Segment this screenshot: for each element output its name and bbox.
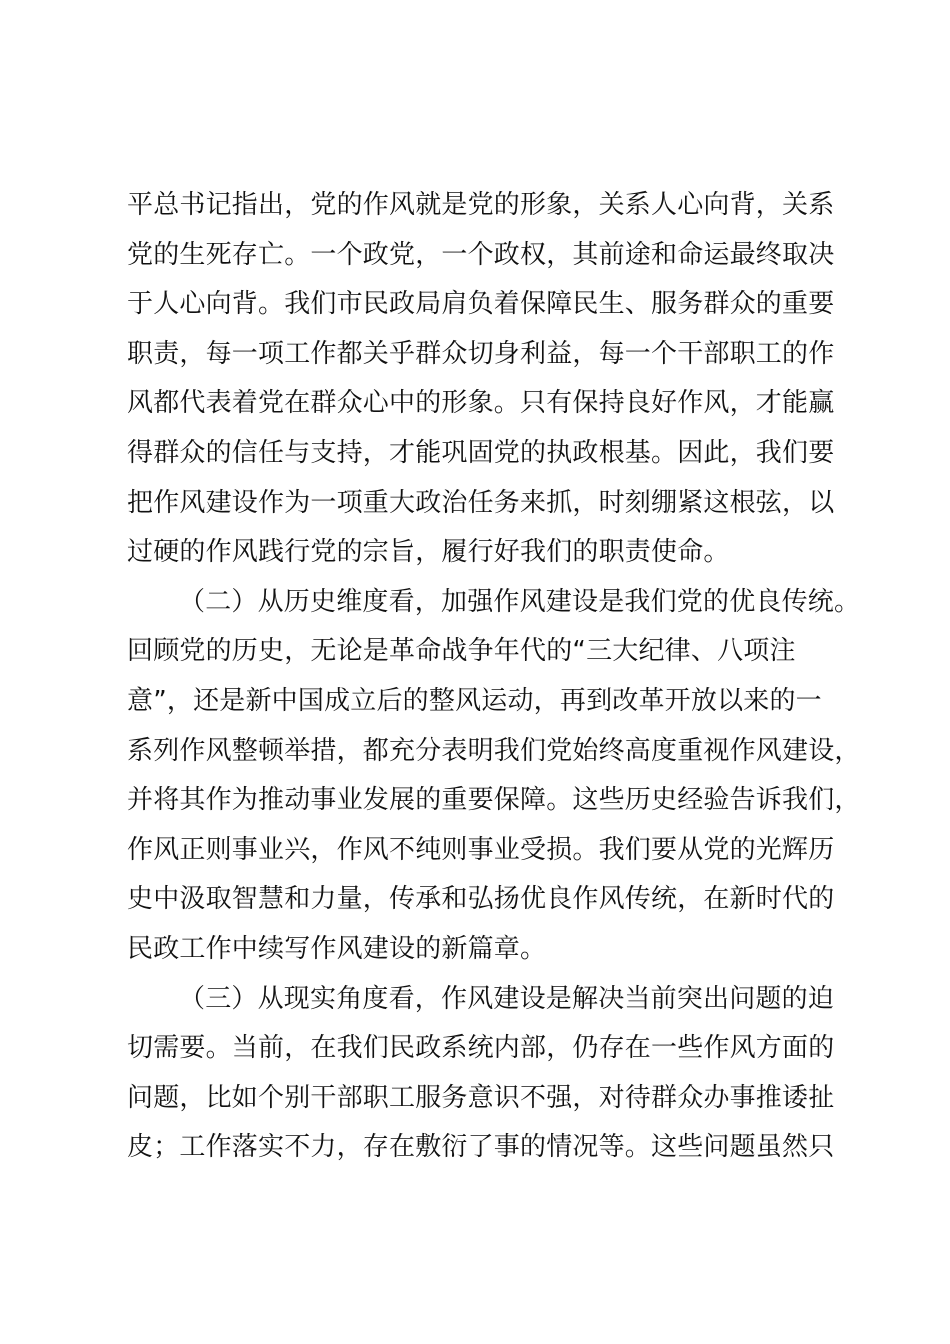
paragraph-line: 史中汲取智慧和力量，传承和弘扬优良作风传统，在新时代的 [127, 884, 835, 915]
paragraph-line: 得群众的信任与支持，才能巩固党的执政根基。因此，我们要 [127, 437, 835, 468]
paragraph-line: 风都代表着党在群众心中的形象。只有保持良好作风，才能赢 [127, 388, 835, 419]
paragraph-line: 皮；工作落实不力，存在敷衍了事的情况等。这些问题虽然只 [127, 1132, 835, 1163]
paragraph-line: 把作风建设作为一项重大政治任务来抓，时刻绷紧这根弦，以 [127, 487, 835, 518]
section-heading-line: （二）从历史维度看，加强作风建设是我们党的优良传统。 [179, 586, 861, 617]
paragraph-line: 切需要。当前，在我们民政系统内部，仍存在一些作风方面的 [127, 1033, 835, 1064]
paragraph-line: 系列作风整顿举措，都充分表明我们党始终高度重视作风建设， [127, 735, 861, 766]
paragraph-line: 并将其作为推动事业发展的重要保障。这些历史经验告诉我们， [127, 785, 861, 816]
body-text [127, 181, 861, 1173]
paragraph-line: 平总书记指出，党的作风就是党的形象，关系人心向背，关系 [127, 190, 835, 220]
paragraph-line: 作风正则事业兴，作风不纯则事业受损。我们要从党的光辉历 [127, 834, 835, 865]
paragraph-line: 于人心向背。我们市民政局肩负着保障民生、服务群众的重要 [127, 289, 835, 320]
paragraph-line: 职责，每一项工作都关乎群众切身利益，每一个干部职工的作 [127, 338, 835, 369]
paragraph-line: 问题，比如个别干部职工服务意识不强，对待群众办事推诿扯 [127, 1082, 835, 1113]
section-heading-line: （三）从现实角度看，作风建设是解决当前突出问题的迫 [179, 983, 835, 1014]
paragraph-line: 民政工作中续写作风建设的新篇章。 [127, 933, 547, 964]
paragraph-line: 过硬的作风践行党的宗旨，履行好我们的职责使命。 [127, 537, 730, 568]
paragraph-line: 意”，还是新中国成立后的整风运动，再到改革开放以来的一 [127, 685, 822, 716]
paragraph-line: 回顾党的历史，无论是革命战争年代的“三大纪律、八项注 [127, 636, 796, 667]
paragraph-line: 党的生死存亡。一个政党，一个政权，其前途和命运最终取决 [127, 239, 835, 270]
